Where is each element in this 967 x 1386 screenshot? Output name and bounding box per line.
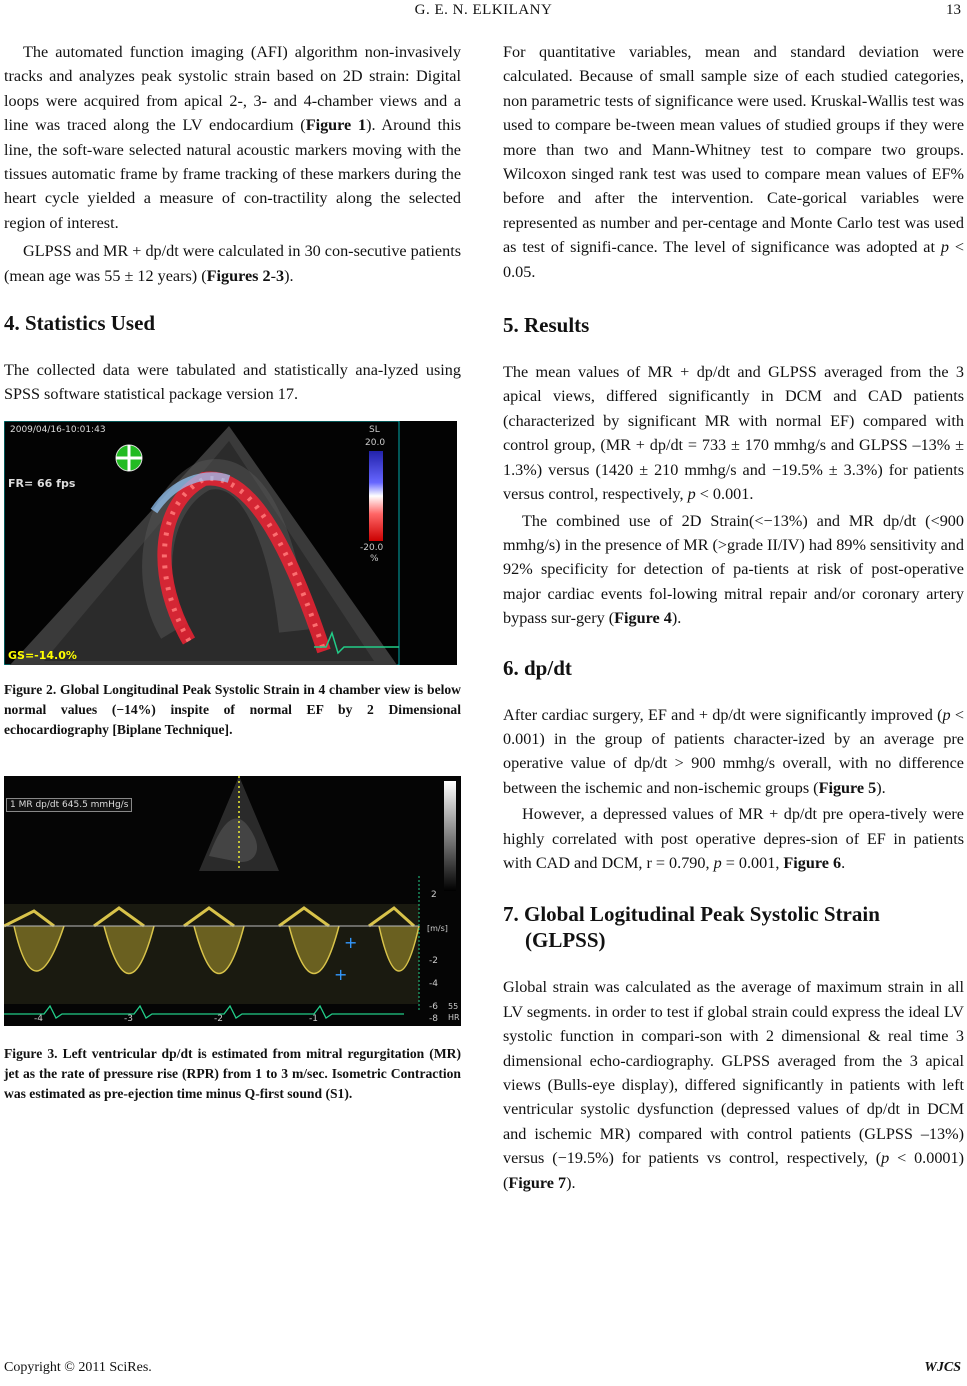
page-number: 13	[946, 2, 961, 18]
y-tick-minus8: -8	[429, 1013, 438, 1024]
page-header	[0, 2, 967, 22]
paragraph-statistics-methods: For quantitative variables, mean and standard deviation were calculated. Because of small sample size of each studied categories, non parametric tests of significance were used. Kruskal-Wallis test was used to compare be-tween mean values of studied groups if they were more than two and Mann-Whitney test to compare two groups. Wilcoxon singed rank test was used to compare mean values of EF% before and after the intervention. Cate-gorical variables were represented as number and per-centage and Monte Carlo test was used as test of signifi-cance. The level of significance was adopted at p < 0.05.	[503, 43, 964, 281]
paragraph-dpdt-2: However, a depressed values of MR + dp/dt pre opera-tively were highly correlated with post operative depres-sion of EF in patients with CAD and DCM, r = 0.790, p = 0.001, Figure 6.	[503, 805, 964, 872]
y-tick-minus4: -4	[429, 978, 438, 989]
y-tick-2: 2	[431, 889, 437, 900]
figure-ref[interactable]: Figure 5	[818, 778, 877, 797]
doppler-graphic	[4, 776, 461, 1026]
x-tick-minus3: -3	[124, 1013, 133, 1024]
strain-echo-graphic	[4, 421, 457, 665]
paragraph-results-1: The mean values of MR + dp/dt and GLPSS averaged from the 3 apical views, differed significantly in DCM and CAD patients (characterized by significant MR with normal EF) compared with control group, (MR + dp/dt = 733 ± 170 mmhg/s and GLPSS –13% ± 1.3%) versus (1420 ± 210 mmhg/s and −19.5% ± 3.3%) for patients versus control, respectively, p < 0.001.	[503, 363, 964, 504]
figure-3-doppler-image	[4, 776, 461, 1026]
heart-rate-label: HR	[448, 1012, 460, 1022]
velocity-unit: [m/s]	[427, 923, 448, 933]
figure-ref[interactable]: 3	[276, 266, 285, 285]
section-heading-results: 5. Results	[503, 313, 590, 338]
paragraph-glpss-results: Global strain was calculated as the average of maximum strain in all LV segments. in order to test if global strain could express the ideal LV systolic function in compari-son with 2 dimensional & real time 3 dimensional echo-cardiography. GLPSS averaged from the 3 apical views (Bulls-eye display), differed significantly in patients with left ventricular systolic dysfunction (depressed values of dp/dt in DCM and ischemic MR) compared with control patients (GLPSS –13%) versus (−19.5%) for patients vs control, respectively, (p < 0.0001) (Figure 7).	[503, 978, 964, 1192]
paragraph-afi: The automated function imaging (AFI) algorithm non-invasively tracks and analyzes peak systolic strain based on 2D strain: Digital loops were acquired from apical 2-, 3- and 4-chamber views and a line was traced along the LV endocardium (Figure 1). Around this line, the soft-ware selected natural acoustic markers moving with the tissues automatic frame by frame tracking of these markers during the heart cycle yielded a measure of con-tractility along the selected region of interest.	[4, 43, 461, 232]
figure-2-echo-image	[4, 421, 457, 665]
figure-ref[interactable]: Figure 1	[305, 116, 367, 135]
scale-bottom: -20.0	[360, 542, 384, 553]
figure-ref[interactable]: Figure 7	[508, 1173, 567, 1192]
figure-ref[interactable]: Figure 6	[783, 853, 842, 872]
figure-ref[interactable]: Figure 4	[614, 609, 672, 628]
figure-3-caption: Figure 3. Left ventricular dp/dt is estimated from mitral regurgitation (MR) jet as the rate of pressure rise (RPR) from 1 to 3 m/sec. Isometric Contraction was estimated as pre-ejection time minus Q-first sound (S1).	[4, 1045, 461, 1101]
section-heading-statistics: 4. Statistics Used	[4, 311, 156, 336]
svg-text:+: +	[334, 964, 348, 984]
frame-rate-label: FR= 66 fps	[8, 476, 76, 490]
scale-top: 20.0	[365, 437, 386, 448]
x-tick-minus4: -4	[34, 1013, 43, 1024]
copyright-notice: Copyright © 2011 SciRes.	[4, 1360, 152, 1375]
y-tick-minus6: -6	[429, 1001, 438, 1012]
heart-rate-value: 55	[448, 1001, 459, 1011]
section-heading-dpdt: 6. dp/dt	[503, 655, 572, 680]
strain-scale-label: SL	[369, 424, 380, 435]
global-strain-readout: GS=-14.0%	[8, 648, 77, 662]
echo-timestamp: 2009/04/16-10:01:43	[10, 424, 106, 435]
section-heading-glpss: 7. Global Logitudinal Peak Systolic Strain (GLPSS)	[503, 902, 880, 953]
right-column	[503, 40, 964, 1195]
paragraph-dpdt-1: After cardiac surgery, EF and + dp/dt were significantly improved (p < 0.001) in the group of patients character-ized by an average pre operative value of dp/dt > 900 mmhg/s overall, with no difference between the ischemic and non-ischemic groups (Figure 5).	[503, 705, 964, 797]
paragraph-results-2: The combined use of 2D Strain(<−13%) and MR dp/dt (<900 mmhg/s) in the presence of MR (>grade II/IV) had 89% sensitivity and 92% specificity for detection of pa-tients at risk of post-operative major cardiac events fol-lowing mitral repair and/or coronary artery bypass sur-gery (Figure 4).	[503, 511, 964, 628]
paragraph-statistics: The collected data were tabulated and statistically ana-lyzed using SPSS software statistical package version 17.	[4, 361, 461, 404]
dpdt-readout: 1 MR dp/dt 645.5 mmHg/s	[6, 798, 132, 812]
figure-ref[interactable]: Figures 2	[206, 266, 271, 285]
figure-2-caption: Figure 2. Global Longitudinal Peak Systolic Strain in 4 chamber view is below normal values (−14%) inspite of normal EF by 2 Dimensional echocardiography [Biplane Technique].	[4, 681, 461, 737]
y-tick-minus2: -2	[429, 955, 438, 966]
x-tick-minus2: -2	[214, 1013, 223, 1024]
running-author: G. E. N. ELKILANY	[414, 2, 553, 18]
svg-text:+: +	[344, 932, 358, 952]
x-tick-minus1: -1	[309, 1013, 318, 1024]
journal-abbrev: WJCS	[924, 1360, 961, 1375]
scale-unit: %	[370, 553, 379, 564]
paragraph-glpss: GLPSS and MR + dp/dt were calculated in 30 con-secutive patients (mean age was 55 ± 12 years) (Figures 2-3).	[4, 242, 462, 285]
left-column	[4, 40, 461, 1104]
